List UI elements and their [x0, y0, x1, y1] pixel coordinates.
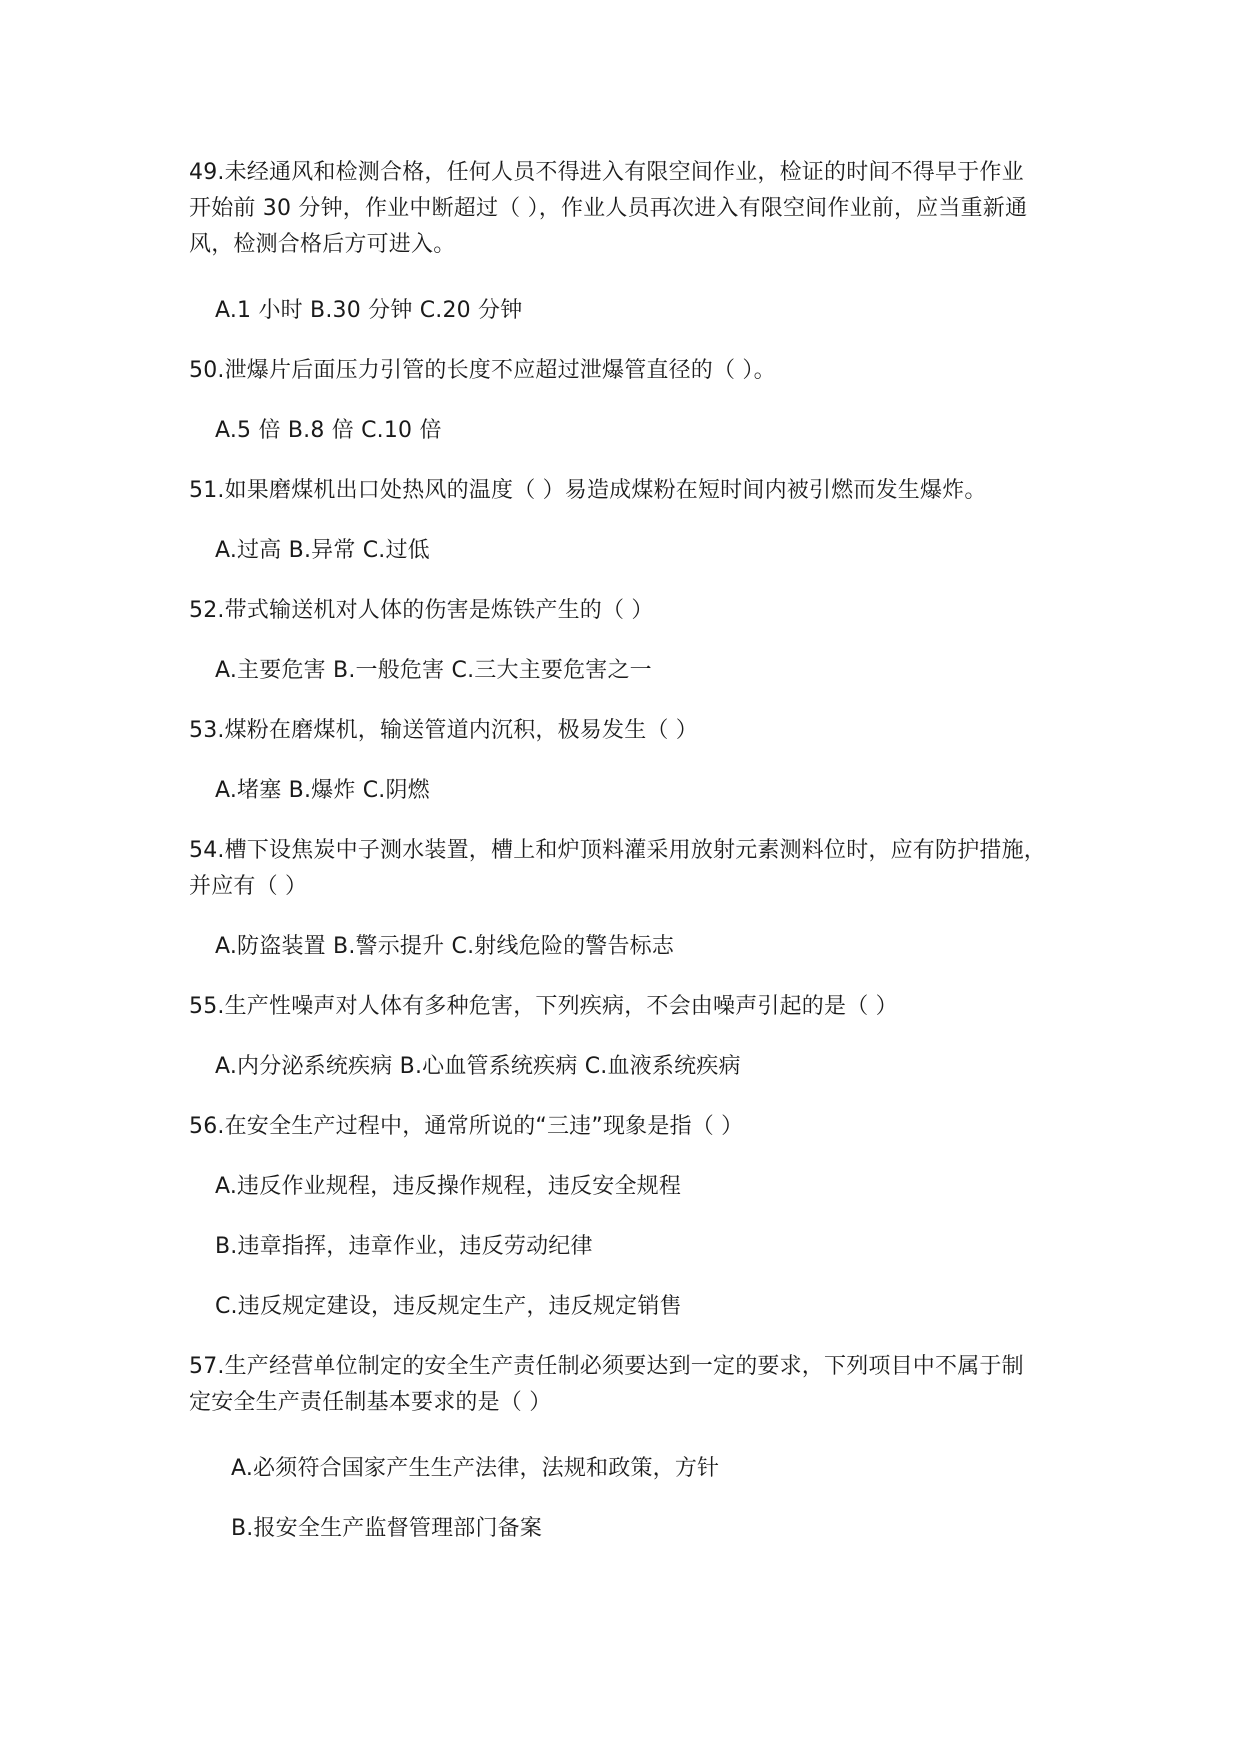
question-56-option-b: B.违章指挥，违章作业，违反劳动纪律	[215, 1234, 593, 1259]
question-49-line-3: 风，检测合格后方可进入。	[189, 232, 456, 257]
question-57-option-b: B.报安全生产监督管理部门备案	[231, 1516, 543, 1541]
question-54-line-1: 54.槽下设焦炭中子测水装置，槽上和炉顶料灌采用放射元素测料位时，应有防护措施，	[189, 838, 1046, 863]
question-52-options: A.主要危害 B.一般危害 C.三大主要危害之一	[215, 658, 652, 683]
question-57-line-1: 57.生产经营单位制定的安全生产责任制必须要达到一定的要求，下列项目中不属于制	[189, 1354, 1024, 1379]
question-53-line-1: 53.煤粉在磨煤机，输送管道内沉积，极易发生（ ）	[189, 718, 698, 743]
question-49-line-2: 开始前 30 分钟，作业中断超过（ ），作业人员再次进入有限空间作业前，应当重新通	[189, 196, 1028, 221]
question-49-options: A.1 小时 B.30 分钟 C.20 分钟	[215, 298, 523, 323]
question-54-line-2: 并应有（ ）	[189, 874, 308, 899]
question-57-line-2: 定安全生产责任制基本要求的是（ ）	[189, 1390, 552, 1415]
question-50-options: A.5 倍 B.8 倍 C.10 倍	[215, 418, 442, 443]
question-57-option-a: A.必须符合国家产生生产法律，法规和政策，方针	[231, 1456, 720, 1481]
question-51-line-1: 51.如果磨煤机出口处热风的温度（ ）易造成煤粉在短时间内被引燃而发生爆炸。	[189, 478, 987, 503]
question-56-option-c: C.违反规定建设，违反规定生产，违反规定销售	[215, 1294, 682, 1319]
question-51-options: A.过高 B.异常 C.过低	[215, 538, 430, 563]
question-52-line-1: 52.带式输送机对人体的伤害是炼铁产生的（ ）	[189, 598, 654, 623]
question-56-line-1: 56.在安全生产过程中，通常所说的“三违”现象是指（ ）	[189, 1114, 744, 1139]
question-53-options: A.堵塞 B.爆炸 C.阴燃	[215, 778, 430, 803]
question-54-options: A.防盗装置 B.警示提升 C.射线危险的警告标志	[215, 934, 675, 959]
question-50-line-1: 50.泄爆片后面压力引管的长度不应超过泄爆管直径的（ ）。	[189, 358, 776, 383]
question-49-line-1: 49.未经通风和检测合格，任何人员不得进入有限空间作业，检证的时间不得早于作业	[189, 160, 1024, 185]
question-55-options: A.内分泌系统疾病 B.心血管系统疾病 C.血液系统疾病	[215, 1054, 741, 1079]
question-55-line-1: 55.生产性噪声对人体有多种危害，下列疾病，不会由噪声引起的是（ ）	[189, 994, 898, 1019]
question-56-option-a: A.违反作业规程，违反操作规程，违反安全规程	[215, 1174, 682, 1199]
